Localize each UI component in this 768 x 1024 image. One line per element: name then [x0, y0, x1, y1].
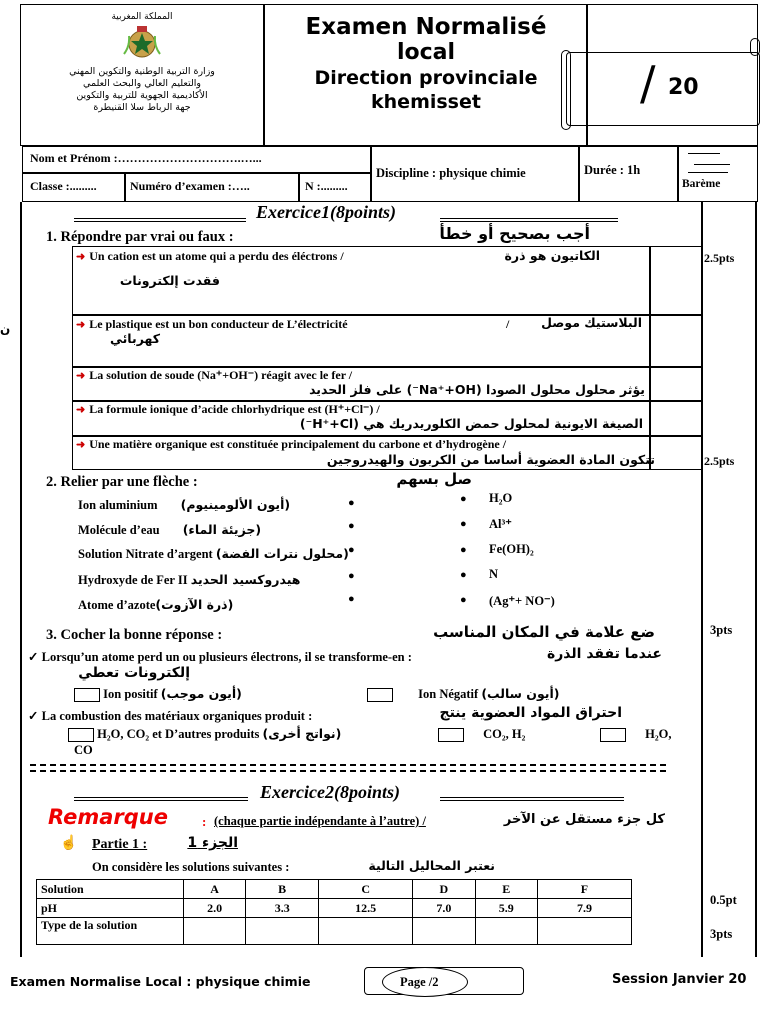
- type-b[interactable]: [246, 918, 319, 945]
- option-h2o-co2[interactable]: H₂O, CO₂ et D’autres produits (نواتج أخرى): [68, 726, 341, 742]
- ph-e: 5.9: [475, 899, 537, 918]
- score-scroll: [566, 52, 760, 126]
- bareme-t2: 3pts: [710, 927, 733, 941]
- link-dot-right-3[interactable]: ●: [460, 544, 467, 556]
- option-ion-positif[interactable]: Ion positif (أيون موجب): [74, 686, 242, 702]
- duration-label: Durée : 1h: [584, 163, 641, 177]
- checkbox[interactable]: [438, 728, 464, 742]
- pointer-icon: ➜: [76, 404, 86, 416]
- link-dot-right-5[interactable]: ●: [460, 594, 467, 606]
- option-ion-negatif[interactable]: Ion Négatif (أيون سالب): [367, 686, 560, 702]
- q1-arabic: أجب بصحيح أو خطأ: [439, 224, 590, 243]
- exercise2-title: Exercice2(8points): [260, 782, 400, 802]
- logo-line-5: جهة الرباط سلا القنيطرة: [93, 102, 191, 113]
- type-d[interactable]: [413, 918, 475, 945]
- pointer-icon: ➜: [76, 319, 86, 331]
- solutions-table: [36, 879, 632, 945]
- intro-text: On considère les solutions suivantes :: [92, 860, 290, 874]
- bareme-q3: 3pts: [710, 623, 733, 637]
- link-dot-left-3[interactable]: ●: [348, 544, 355, 556]
- q3-choice-1-ar1: عندما تفقد الذرة: [546, 646, 662, 662]
- type-f[interactable]: [537, 918, 631, 945]
- q2-label: 2. Relier par une flèche :: [46, 474, 198, 490]
- remarque-arabic: كل جزء مستقل عن الآخر: [503, 812, 665, 827]
- remarque-label: Remarque: [48, 805, 169, 829]
- footer-page: Page /2: [400, 975, 439, 989]
- link-right-2: Al³⁺: [489, 517, 512, 531]
- margin-mark: ن: [0, 322, 11, 336]
- link-dot-right-2[interactable]: ●: [460, 518, 467, 530]
- link-left-3: Solution Nitrate d’argent (محلول نترات الفضة): [78, 546, 349, 561]
- scroll-curl-right: [750, 38, 760, 56]
- footer-right: Session Janvier 20: [612, 972, 747, 987]
- intro-arabic: نعتبر المحاليل التالية: [368, 858, 495, 873]
- exam-number-field[interactable]: Numéro d’examen :…..: [130, 179, 250, 193]
- exercise1-title: Exercice1(8points): [256, 202, 396, 222]
- option-h2o-co-cont: CO: [74, 743, 93, 757]
- q3-arabic: ضع علامة في المكان المناسب: [433, 623, 655, 641]
- type-a[interactable]: [183, 918, 245, 945]
- ph-d: 7.0: [413, 899, 475, 918]
- logo-line-1: المملكة المغربية: [111, 12, 173, 22]
- col-a: A: [183, 880, 245, 899]
- scroll-curl-left: [561, 50, 571, 130]
- pointer-icon: ➜: [76, 251, 86, 263]
- q1-item-5-ar1: تتكون المادة العضوية أساسا من الكربون والهيدروجين: [326, 452, 655, 467]
- link-dot-left-5[interactable]: ●: [348, 593, 355, 605]
- logo-line-4: الأكاديمية الجهوية للتربية والتكوين: [76, 90, 208, 101]
- q3-choice-2: ✓ La combustion des matériaux organiques produit :: [28, 709, 313, 723]
- section-separator: [30, 764, 666, 772]
- option-h2o-co[interactable]: H₂O,: [600, 727, 671, 742]
- col-c: C: [319, 880, 413, 899]
- q3-choice-1: ✓ Lorsqu’un atome perd un ou plusieurs électrons, il se transforme-en :: [28, 650, 412, 664]
- link-right-5: (Ag⁺+ NO⁻): [489, 594, 555, 608]
- bareme-q1: 2.5pts: [704, 251, 735, 265]
- checkbox[interactable]: [600, 728, 626, 742]
- type-c[interactable]: [319, 918, 413, 945]
- row-label-ph: pH: [37, 899, 184, 918]
- left-border: [20, 202, 22, 957]
- row-label-type: Type de la solution: [37, 918, 184, 945]
- q1-item-2-sep: /: [506, 317, 510, 331]
- link-dot-left-2[interactable]: ●: [348, 520, 355, 532]
- pointer-icon: ➜: [76, 439, 86, 451]
- q1-item-2: ➜ Le plastique est un bon conducteur de L’électricité: [76, 317, 348, 331]
- link-left-2: Molécule d’eau (جزيئة الماء): [78, 522, 262, 537]
- q1-item-1: ➜ Un cation est un atome qui a perdu des éléctrons /: [76, 249, 344, 263]
- q1-item-4-ar1: الصيغة الايونية لمحلول حمض الكلوريدريك هي (H⁺+Cl⁻): [299, 416, 643, 431]
- link-right-3: Fe(OH)₂: [489, 542, 534, 556]
- link-left-1: Ion aluminium (أيون الألومينيوم): [78, 497, 291, 512]
- q1-item-3-ar1: يؤثر محلول محلول الصودا (Na⁺+OH⁻) على فلز الحديد: [309, 382, 645, 397]
- table-row: [37, 880, 632, 899]
- score-slash: /: [640, 56, 656, 110]
- link-left-4: Hydroxyde de Fer II هيدروكسيد الحديد: [78, 572, 301, 587]
- q1-item-4: ➜ La formule ionique d’acide chlorhydrique est (H⁺+Cl⁻) /: [76, 402, 380, 416]
- col-e: E: [475, 880, 537, 899]
- partie-arabic: الجزء 1: [187, 835, 238, 851]
- q1-item-2-ar1: البلاستيك موصل: [541, 315, 642, 330]
- table-row: [37, 918, 632, 945]
- coat-of-arms-icon: [120, 24, 164, 64]
- col-f: F: [537, 880, 631, 899]
- q3-label: 3. Cocher la bonne réponse :: [46, 627, 223, 643]
- ph-f: 7.9: [537, 899, 631, 918]
- remarque-text: (chaque partie indépendante à l’autre) /: [214, 814, 426, 828]
- q2-arabic: صل بسهم: [396, 470, 472, 488]
- q1-item-1-ar1: الكاتيون هو ذرة: [504, 248, 600, 263]
- hand-pointer-icon: ☝: [60, 836, 78, 851]
- row-label-solution: Solution: [37, 880, 184, 899]
- option-co2-h2[interactable]: CO₂, H₂: [438, 727, 525, 742]
- checkbox[interactable]: [74, 688, 100, 702]
- classe-field[interactable]: Classe :.........: [30, 179, 97, 193]
- n-field[interactable]: N :.........: [305, 179, 348, 193]
- exam-title: Examen Normalisé local Direction provinciale khemisset: [305, 14, 547, 113]
- logo-line-2: وزارة التربية الوطنية والتكوين المهني: [69, 66, 215, 77]
- ph-a: 2.0: [183, 899, 245, 918]
- ph-c: 12.5: [319, 899, 413, 918]
- link-right-1: H₂O: [489, 491, 513, 505]
- link-dot-left-1[interactable]: ●: [348, 497, 355, 509]
- link-dot-left-4[interactable]: ●: [348, 570, 355, 582]
- pointer-icon: ➜: [76, 370, 86, 382]
- remarque-colon: :: [202, 814, 207, 829]
- col-b: B: [246, 880, 319, 899]
- ministry-logo: [24, 12, 260, 142]
- link-right-4: N: [489, 567, 499, 581]
- q1-label: 1. Répondre par vrai ou faux :: [46, 229, 234, 245]
- bareme-t1: 0.5pt: [710, 893, 737, 907]
- q3-choice-2-ar: احتراق المواد العضوية ينتج: [439, 705, 622, 721]
- link-dot-right-4[interactable]: ●: [460, 569, 467, 581]
- checkbox[interactable]: [68, 728, 94, 742]
- bareme-label: Barème: [682, 178, 721, 190]
- q1-item-3: ➜ La solution de soude (Na⁺+OH⁻) réagit avec le fer /: [76, 368, 353, 382]
- bareme-q2: 2.5pts: [704, 454, 735, 468]
- score-total: 20: [668, 75, 699, 100]
- discipline-label: Discipline : physique chimie: [376, 166, 526, 180]
- q1-item-5: ➜ Une matière organique est constituée principalement du carbone et d’hydrogène /: [76, 437, 507, 451]
- checkbox[interactable]: [367, 688, 393, 702]
- type-e[interactable]: [475, 918, 537, 945]
- link-dot-right-1[interactable]: ●: [460, 493, 467, 505]
- ph-b: 3.3: [246, 899, 319, 918]
- q1-item-2-ar2: كهربائي: [109, 331, 160, 346]
- footer-left: Examen Normalise Local : physique chimie: [10, 974, 311, 989]
- link-left-5: Atome d’azote(ذرة الآزوت): [78, 597, 234, 612]
- q1-item-1-ar2: فقدت إلكترونات: [119, 273, 220, 288]
- q3-choice-1-ar2: إلكترونات تعطي: [78, 665, 190, 681]
- col-d: D: [413, 880, 475, 899]
- partie-label: Partie 1 :: [92, 837, 148, 852]
- name-field[interactable]: Nom et Prénom :………………………….…...: [30, 151, 262, 165]
- table-row: [37, 899, 632, 918]
- logo-line-3: والتعليم العالي والبحث العلمي: [83, 78, 201, 89]
